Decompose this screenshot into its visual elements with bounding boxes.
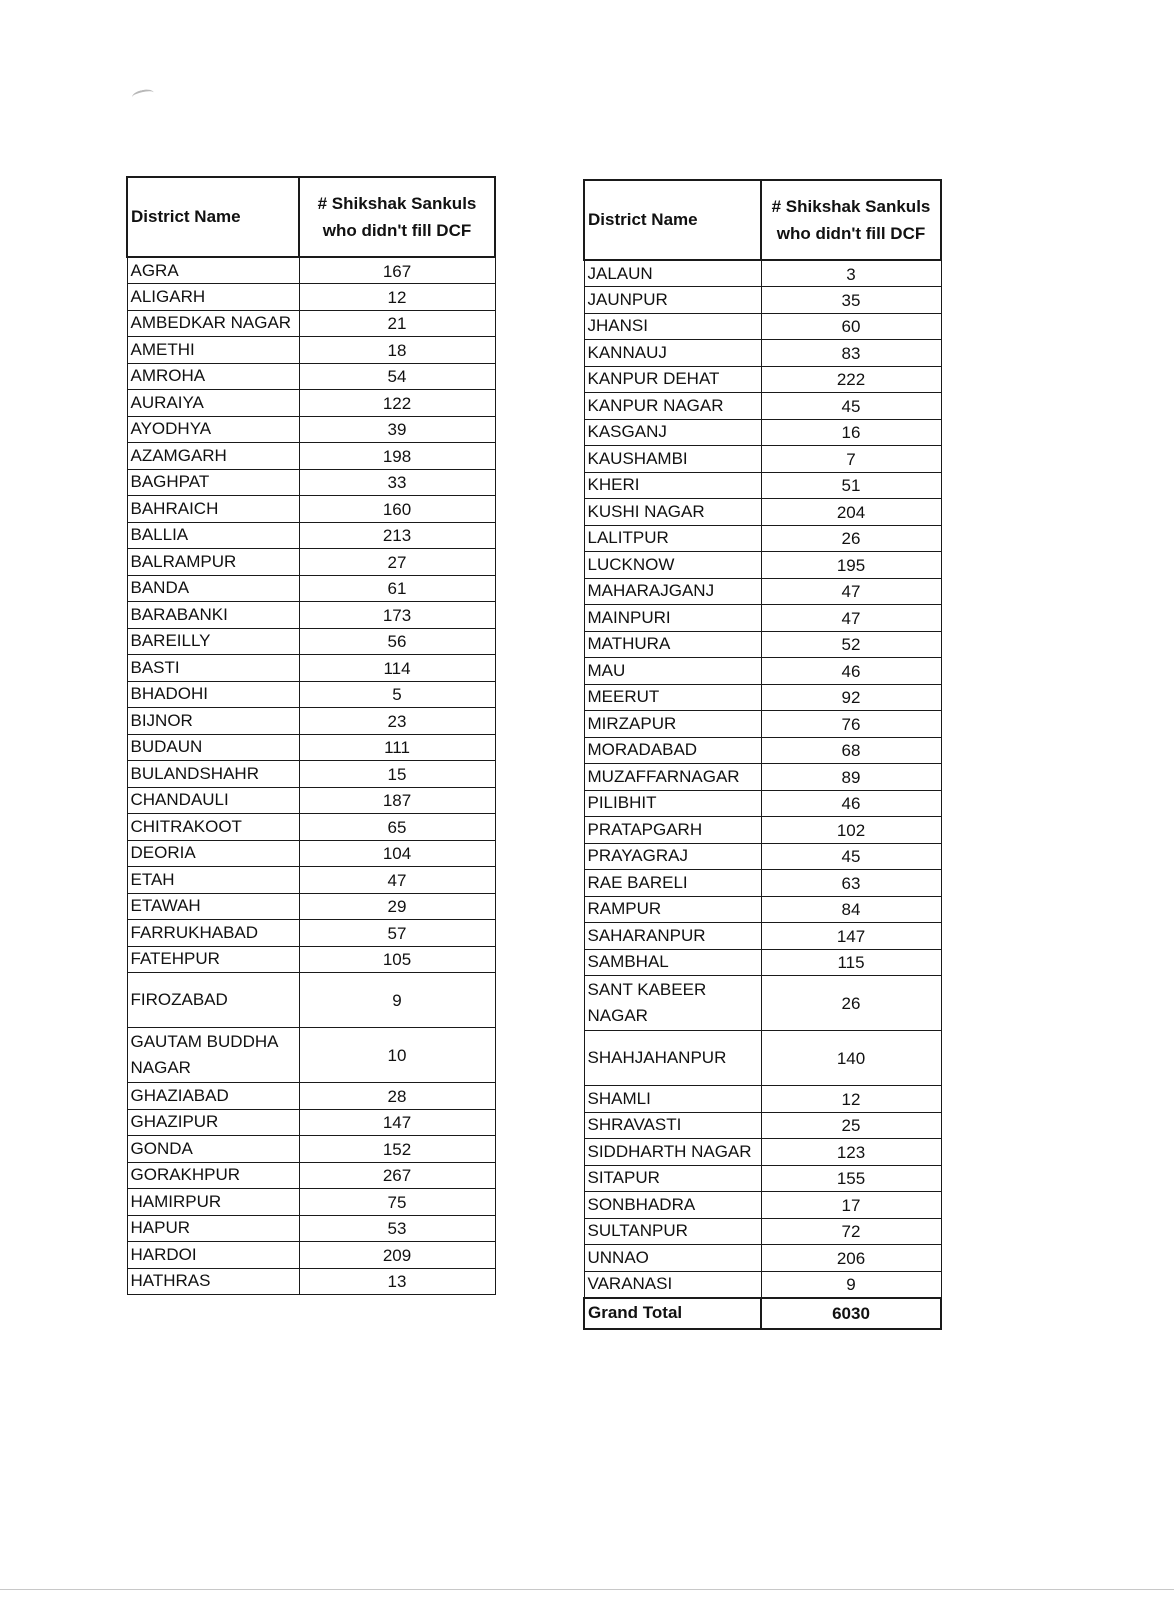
header-count-line1: # Shikshak Sankuls (771, 197, 931, 216)
table-row (584, 525, 941, 552)
district-name-cell: SANT KABEER NAGAR (584, 976, 761, 1031)
count-cell: 83 (761, 340, 941, 367)
table-row (584, 790, 941, 817)
district-name-cell: KANPUR NAGAR (584, 393, 761, 420)
count-cell: 173 (299, 602, 495, 629)
header-district-name: District Name (584, 180, 761, 260)
district-name-cell: RAE BARELI (584, 870, 761, 897)
table-row (584, 1192, 941, 1219)
district-name-cell: SHAHJAHANPUR (584, 1031, 761, 1086)
district-name-cell: MAINPURI (584, 605, 761, 632)
district-name-cell: SONBHADRA (584, 1192, 761, 1219)
grand-total-row (584, 1298, 941, 1329)
count-cell: 102 (761, 817, 941, 844)
table-row (127, 920, 495, 947)
table-row (584, 1112, 941, 1139)
district-name-cell: BHADOHI (127, 681, 299, 708)
district-name-cell: SIDDHARTH NAGAR (584, 1139, 761, 1166)
header-count (761, 180, 941, 260)
district-name-cell: KHERI (584, 472, 761, 499)
table-row (584, 1218, 941, 1245)
table-row (127, 1242, 495, 1269)
count-cell: 10 (299, 1028, 495, 1083)
table-row (584, 472, 941, 499)
table-row (127, 628, 495, 655)
district-name-cell: HATHRAS (127, 1268, 299, 1295)
count-cell: 122 (299, 390, 495, 417)
count-cell: 26 (761, 976, 941, 1031)
district-name-cell: SAMBHAL (584, 949, 761, 976)
district-name-cell: AYODHYA (127, 416, 299, 443)
count-cell: 206 (761, 1245, 941, 1272)
table-row (127, 1215, 495, 1242)
district-name-cell: MAU (584, 658, 761, 685)
district-name-cell: GAUTAM BUDDHA NAGAR (127, 1028, 299, 1083)
table-row (584, 949, 941, 976)
district-name-cell: UNNAO (584, 1245, 761, 1272)
count-cell: 68 (761, 737, 941, 764)
table-row (584, 1086, 941, 1113)
count-cell: 46 (761, 790, 941, 817)
table-row (127, 257, 495, 284)
district-name-cell: SITAPUR (584, 1165, 761, 1192)
district-name-cell: SHAMLI (584, 1086, 761, 1113)
count-cell: 104 (299, 840, 495, 867)
count-cell: 167 (299, 257, 495, 284)
district-name-cell: ETAH (127, 867, 299, 894)
district-name-cell: BARABANKI (127, 602, 299, 629)
table-row (584, 499, 941, 526)
district-name-cell: RAMPUR (584, 896, 761, 923)
district-name-cell: FARRUKHABAD (127, 920, 299, 947)
district-name-cell: LUCKNOW (584, 552, 761, 579)
table-row (127, 946, 495, 973)
table-row (127, 602, 495, 629)
table-row (127, 575, 495, 602)
district-name-cell: JHANSI (584, 313, 761, 340)
count-cell: 52 (761, 631, 941, 658)
table-row (584, 711, 941, 738)
count-cell: 46 (761, 658, 941, 685)
count-cell: 267 (299, 1162, 495, 1189)
table-row (584, 764, 941, 791)
table-row (127, 443, 495, 470)
district-name-cell: GORAKHPUR (127, 1162, 299, 1189)
table-row (584, 870, 941, 897)
table-row (584, 923, 941, 950)
count-cell: 47 (761, 605, 941, 632)
count-cell: 105 (299, 946, 495, 973)
count-cell: 160 (299, 496, 495, 523)
district-name-cell: MUZAFFARNAGAR (584, 764, 761, 791)
table-row (127, 416, 495, 443)
table-row (584, 817, 941, 844)
table-row (584, 684, 941, 711)
district-name-cell: BUDAUN (127, 734, 299, 761)
district-name-cell: HAPUR (127, 1215, 299, 1242)
count-cell: 51 (761, 472, 941, 499)
district-table-right (583, 179, 942, 1330)
table-row (127, 310, 495, 337)
district-name-cell: GONDA (127, 1136, 299, 1163)
district-name-cell: VARANASI (584, 1271, 761, 1298)
count-cell: 84 (761, 896, 941, 923)
count-cell: 23 (299, 708, 495, 735)
table-row (127, 1162, 495, 1189)
count-cell: 111 (299, 734, 495, 761)
district-name-cell: AMROHA (127, 363, 299, 390)
table-row (584, 552, 941, 579)
count-cell: 35 (761, 287, 941, 314)
table-row (584, 578, 941, 605)
header-count-line2: who didn't fill DCF (776, 224, 926, 243)
district-name-cell: ALIGARH (127, 284, 299, 311)
table-row (127, 1136, 495, 1163)
count-cell: 33 (299, 469, 495, 496)
district-name-cell: KANNAUJ (584, 340, 761, 367)
count-cell: 7 (761, 446, 941, 473)
count-cell: 147 (299, 1109, 495, 1136)
count-cell: 5 (299, 681, 495, 708)
header-count-line1: # Shikshak Sankuls (317, 194, 477, 213)
table-row (584, 260, 941, 287)
district-name-cell: PILIBHIT (584, 790, 761, 817)
table-row (127, 867, 495, 894)
count-cell: 187 (299, 787, 495, 814)
district-name-cell: LALITPUR (584, 525, 761, 552)
count-cell: 114 (299, 655, 495, 682)
table-row (584, 896, 941, 923)
count-cell: 140 (761, 1031, 941, 1086)
district-name-cell: AMBEDKAR NAGAR (127, 310, 299, 337)
table-row (584, 605, 941, 632)
district-name-cell: GHAZIABAD (127, 1083, 299, 1110)
count-cell: 155 (761, 1165, 941, 1192)
count-cell: 115 (761, 949, 941, 976)
count-cell: 76 (761, 711, 941, 738)
table-row (584, 843, 941, 870)
table-row (584, 393, 941, 420)
district-name-cell: CHANDAULI (127, 787, 299, 814)
district-name-cell: BASTI (127, 655, 299, 682)
district-name-cell: FIROZABAD (127, 973, 299, 1028)
count-cell: 15 (299, 761, 495, 788)
header-district-name: District Name (127, 177, 299, 257)
count-cell: 213 (299, 522, 495, 549)
count-cell: 17 (761, 1192, 941, 1219)
count-cell: 209 (299, 1242, 495, 1269)
count-cell: 47 (299, 867, 495, 894)
table-row (584, 446, 941, 473)
count-cell: 56 (299, 628, 495, 655)
count-cell: 16 (761, 419, 941, 446)
count-cell: 57 (299, 920, 495, 947)
count-cell: 195 (761, 552, 941, 579)
district-name-cell: JALAUN (584, 260, 761, 287)
count-cell: 39 (299, 416, 495, 443)
district-name-cell: GHAZIPUR (127, 1109, 299, 1136)
count-cell: 12 (761, 1086, 941, 1113)
table-row (584, 1245, 941, 1272)
table-row (127, 973, 495, 1028)
district-name-cell: JAUNPUR (584, 287, 761, 314)
table-row (127, 549, 495, 576)
district-table-left-body (127, 257, 495, 1295)
count-cell: 3 (761, 260, 941, 287)
table-row (584, 340, 941, 367)
table-row (584, 976, 941, 1031)
table-row (584, 313, 941, 340)
district-name-cell: SAHARANPUR (584, 923, 761, 950)
district-name-cell: MAHARAJGANJ (584, 578, 761, 605)
table-row (127, 363, 495, 390)
district-name-cell: HAMIRPUR (127, 1189, 299, 1216)
district-name-cell: HARDOI (127, 1242, 299, 1269)
district-table-left (126, 176, 496, 1295)
district-name-cell: MEERUT (584, 684, 761, 711)
table-row (127, 496, 495, 523)
grand-total-label: Grand Total (584, 1298, 761, 1329)
district-name-cell: ETAWAH (127, 893, 299, 920)
count-cell: 47 (761, 578, 941, 605)
table-row (127, 761, 495, 788)
table-row (127, 814, 495, 841)
district-name-cell: FATEHPUR (127, 946, 299, 973)
table-row (584, 737, 941, 764)
table-row (584, 658, 941, 685)
district-name-cell: MORADABAD (584, 737, 761, 764)
count-cell: 26 (761, 525, 941, 552)
district-name-cell: PRAYAGRAJ (584, 843, 761, 870)
table-row (127, 469, 495, 496)
district-name-cell: BANDA (127, 575, 299, 602)
table-row (127, 1189, 495, 1216)
table-row (584, 366, 941, 393)
district-name-cell: BAGHPAT (127, 469, 299, 496)
count-cell: 147 (761, 923, 941, 950)
table-row (127, 708, 495, 735)
count-cell: 61 (299, 575, 495, 602)
district-name-cell: BALRAMPUR (127, 549, 299, 576)
table-row (584, 631, 941, 658)
district-name-cell: AZAMGARH (127, 443, 299, 470)
district-name-cell: BAREILLY (127, 628, 299, 655)
table-row (127, 893, 495, 920)
count-cell: 18 (299, 337, 495, 364)
district-name-cell: AGRA (127, 257, 299, 284)
table-row (127, 284, 495, 311)
district-name-cell: AMETHI (127, 337, 299, 364)
district-name-cell: SHRAVASTI (584, 1112, 761, 1139)
count-cell: 75 (299, 1189, 495, 1216)
table-row (127, 390, 495, 417)
count-cell: 72 (761, 1218, 941, 1245)
district-name-cell: KASGANJ (584, 419, 761, 446)
count-cell: 45 (761, 393, 941, 420)
grand-total-value: 6030 (761, 1298, 941, 1329)
count-cell: 28 (299, 1083, 495, 1110)
table-row (127, 522, 495, 549)
count-cell: 9 (299, 973, 495, 1028)
count-cell: 92 (761, 684, 941, 711)
district-name-cell: PRATAPGARH (584, 817, 761, 844)
table-row (127, 840, 495, 867)
district-name-cell: BIJNOR (127, 708, 299, 735)
count-cell: 204 (761, 499, 941, 526)
table-row (127, 787, 495, 814)
table-row (127, 337, 495, 364)
count-cell: 65 (299, 814, 495, 841)
count-cell: 12 (299, 284, 495, 311)
table-row (584, 1271, 941, 1298)
header-count-line2: who didn't fill DCF (322, 221, 472, 240)
district-name-cell: AURAIYA (127, 390, 299, 417)
count-cell: 222 (761, 366, 941, 393)
district-table-right-body (584, 260, 941, 1298)
count-cell: 54 (299, 363, 495, 390)
district-name-cell: CHITRAKOOT (127, 814, 299, 841)
scan-mark (131, 88, 155, 102)
count-cell: 152 (299, 1136, 495, 1163)
district-name-cell: BAHRAICH (127, 496, 299, 523)
district-name-cell: SULTANPUR (584, 1218, 761, 1245)
table-row (584, 1139, 941, 1166)
count-cell: 25 (761, 1112, 941, 1139)
table-row (127, 1083, 495, 1110)
header-count (299, 177, 495, 257)
count-cell: 13 (299, 1268, 495, 1295)
table-row (584, 1165, 941, 1192)
district-name-cell: KANPUR DEHAT (584, 366, 761, 393)
count-cell: 53 (299, 1215, 495, 1242)
count-cell: 45 (761, 843, 941, 870)
count-cell: 21 (299, 310, 495, 337)
page-bottom-line (0, 1589, 1174, 1590)
table-row (127, 655, 495, 682)
count-cell: 60 (761, 313, 941, 340)
table-row (127, 734, 495, 761)
district-name-cell: BALLIA (127, 522, 299, 549)
table-row (127, 681, 495, 708)
count-cell: 89 (761, 764, 941, 791)
table-row (127, 1028, 495, 1083)
count-cell: 9 (761, 1271, 941, 1298)
district-name-cell: MIRZAPUR (584, 711, 761, 738)
count-cell: 27 (299, 549, 495, 576)
district-name-cell: DEORIA (127, 840, 299, 867)
district-name-cell: BULANDSHAHR (127, 761, 299, 788)
table-row (584, 419, 941, 446)
count-cell: 63 (761, 870, 941, 897)
district-name-cell: KAUSHAMBI (584, 446, 761, 473)
count-cell: 198 (299, 443, 495, 470)
table-row (127, 1109, 495, 1136)
count-cell: 29 (299, 893, 495, 920)
table-row (584, 287, 941, 314)
district-name-cell: MATHURA (584, 631, 761, 658)
district-name-cell: KUSHI NAGAR (584, 499, 761, 526)
table-row (127, 1268, 495, 1295)
table-row (584, 1031, 941, 1086)
count-cell: 123 (761, 1139, 941, 1166)
